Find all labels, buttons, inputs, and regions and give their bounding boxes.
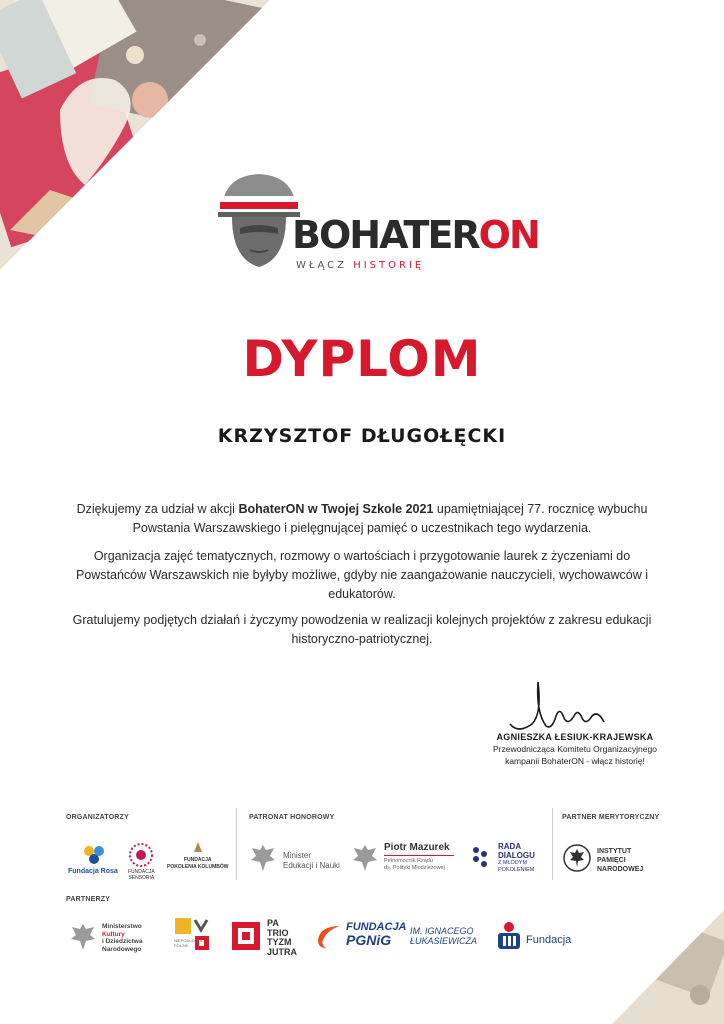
divider — [552, 808, 553, 880]
section-patronage: PATRONAT HONOROWY — [249, 814, 335, 821]
paragraph-congratulations: Gratulujemy podjętych działań i życzymy powodzenia w realizacji kolejnych projektów z zakresu edukacji historyczno-patriotycznej. — [72, 613, 652, 646]
diploma-title: DYPLOM — [242, 330, 482, 388]
pkobp-logo — [496, 921, 522, 951]
kolumbow-label: FUNDACJA POKOLENIA KOLUMBÓW — [167, 857, 229, 870]
ipn-label: INSTYTUT PAMIĘCI NARODOWEJ — [597, 848, 644, 873]
eagle-emblem-icon — [250, 843, 276, 873]
signer-name: AGNIESZKA ŁESIUK-KRAJEWSKA — [496, 732, 654, 742]
niepodlegla-logo — [175, 918, 211, 954]
ipn-emblem-icon — [562, 843, 592, 873]
rada-dialogu-label: RADA DIALOGU Z MŁODYM POKOLENIEM — [498, 842, 535, 873]
sensoria-logo — [128, 842, 154, 868]
niepodlegla-label: NIEPODLEGŁA POLSKI — [174, 938, 203, 948]
divider — [236, 808, 237, 880]
rada-dialogu-icon — [468, 845, 492, 871]
eagle-emblem-icon — [70, 922, 96, 952]
pkobp-label: Fundacja — [526, 934, 572, 946]
mazurek-underline — [384, 855, 454, 856]
patriotyzm-logo — [232, 922, 260, 950]
section-partners: PARTNERZY — [66, 896, 111, 903]
paragraph-organization: Organizacja zajęć tematycznych, rozmowy o wartościach i przygotowanie laurek z życzeniami do Powstańców Warszawskich nie byłyby możliwe, gdyby nie zaangażowanie nauczycieli, wychowawców i edukatorów. — [75, 549, 648, 601]
mkidn-label: Ministerstwo Kultury i Dziedzictwa Narodowego — [102, 923, 143, 953]
pgnig-label: FUNDACJA PGNiG — [346, 921, 407, 948]
mazurek-name: Piotr Mazurek — [384, 842, 450, 853]
kolumbow-logo — [192, 840, 204, 854]
fundacja-rosa-label: Fundacja Rosa — [68, 868, 118, 875]
pgnig-sub-label: IM. IGNACEGO ŁUKASIEWICZA — [410, 926, 478, 946]
brand-wordmark: BOHATERON — [292, 213, 539, 257]
brand-tagline: WŁĄCZ HISTORIĘ — [296, 260, 425, 271]
pgnig-flame-icon — [314, 922, 344, 950]
fundacja-rosa-logo — [75, 843, 115, 865]
patriotyzm-label: PA TRIO TYZM JUTRA — [267, 918, 298, 957]
minister-label: Minister Edukacji i Nauki — [283, 851, 340, 870]
bohateron-logo — [214, 168, 539, 278]
eagle-emblem-icon — [352, 843, 378, 873]
handwritten-signature — [500, 676, 620, 736]
section-organizers: ORGANIZATORZY — [66, 814, 130, 821]
paragraph-thanks: Dziękujemy za udział w akcji BohaterON w Twojej Szkole 2021 upamiętniającej 77. rocznicę wybuchu Powstania Warszawskiego i pielęgnującej pamięć o uczestnikach tego wydarzenia. — [76, 502, 648, 535]
signer-role: Przewodnicząca Komitetu Organizacyjnego kampanii BohaterON - włącz historię! — [493, 744, 657, 766]
recipient-name: KRZYSZTOF DŁUGOŁĘCKI — [217, 425, 507, 447]
section-partner: PARTNER MERYTORYCZNY — [562, 814, 660, 821]
mazurek-label: Pełnomocnik Rządu ds. Polityki Młodzieżowej — [384, 858, 445, 871]
sensoria-label: FUNDACJA SENSORIA — [128, 869, 155, 881]
soldier-helmet-icon — [214, 168, 304, 274]
